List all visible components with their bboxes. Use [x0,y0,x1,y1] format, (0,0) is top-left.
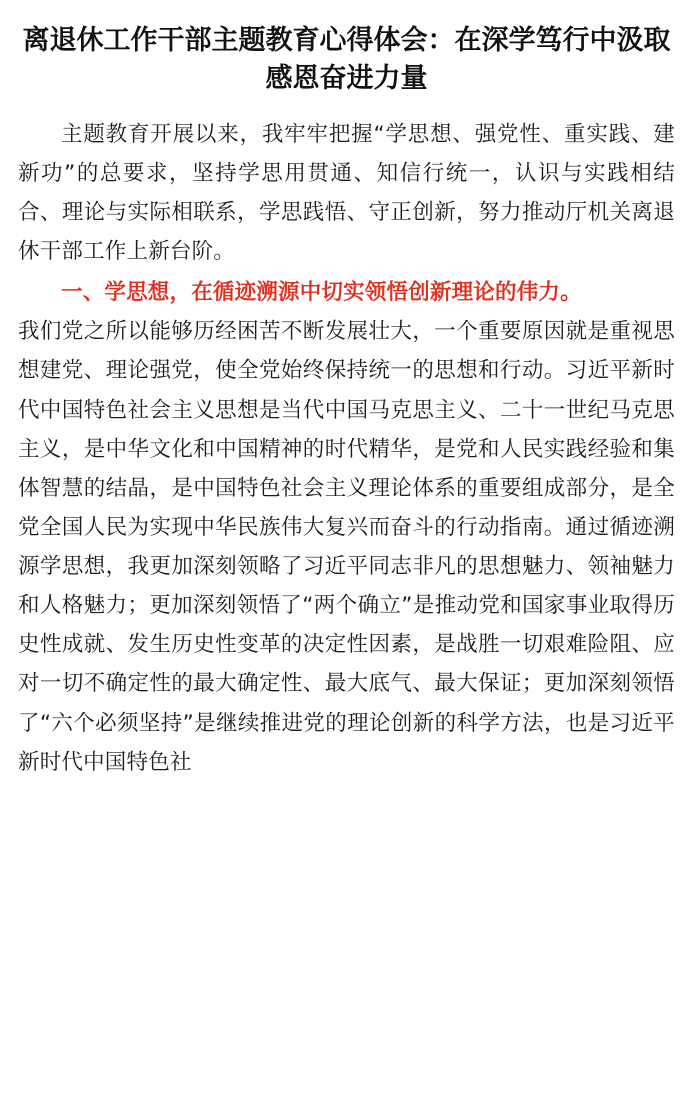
paragraph-intro: 主题教育开展以来，我牢牢把握“学思想、强党性、重实践、建新功”的总要求，坚持学思用贯通、知信行统一，认识与实践相结合、理论与实际相联系，学思践悟、守正创新，努力推动厅机关离退休干部工作上新台阶。 [18,121,675,265]
section-heading-one: 一、学思想，在循迹溯源中切实领悟创新理论的伟力。 [61,280,582,306]
page-title: 离退休工作干部主题教育心得体会：在深学笃行中汲取感恩奋进力量 [22,25,671,95]
paragraph-section-one-body: 我们党之所以能够历经困苦不断发展壮大，一个重要原因就是重视思想建党、理论强党，使全党始终保持统一的思想和行动。习近平新时代中国特色社会主义思想是当代中国马克思主义、二十一世纪马克思主义，是中华文化和中国精神的时代精华，是党和人民实践经验和集体智慧的结晶，是中国特色社会主义理论体系的重要组成部分，是全党全国人民为实现中华民族伟大复兴而奋斗的行动指南。通过循迹溯源学思想，我更加深刻领略了习近平同志非凡的思想魅力、领袖魅力和人格魅力；更加深刻领悟了“两个确立”是推动党和国家事业取得历史性成就、发生历史性变革的决定性因素，是战胜一切艰难险阻、应对一切不确定性的最大确定性、最大底气、最大保证；更加深刻领悟了“六个必须坚持”是继续推进党的理论创新的科学方法，也是习近平新时代中国特色社 [18,319,675,775]
